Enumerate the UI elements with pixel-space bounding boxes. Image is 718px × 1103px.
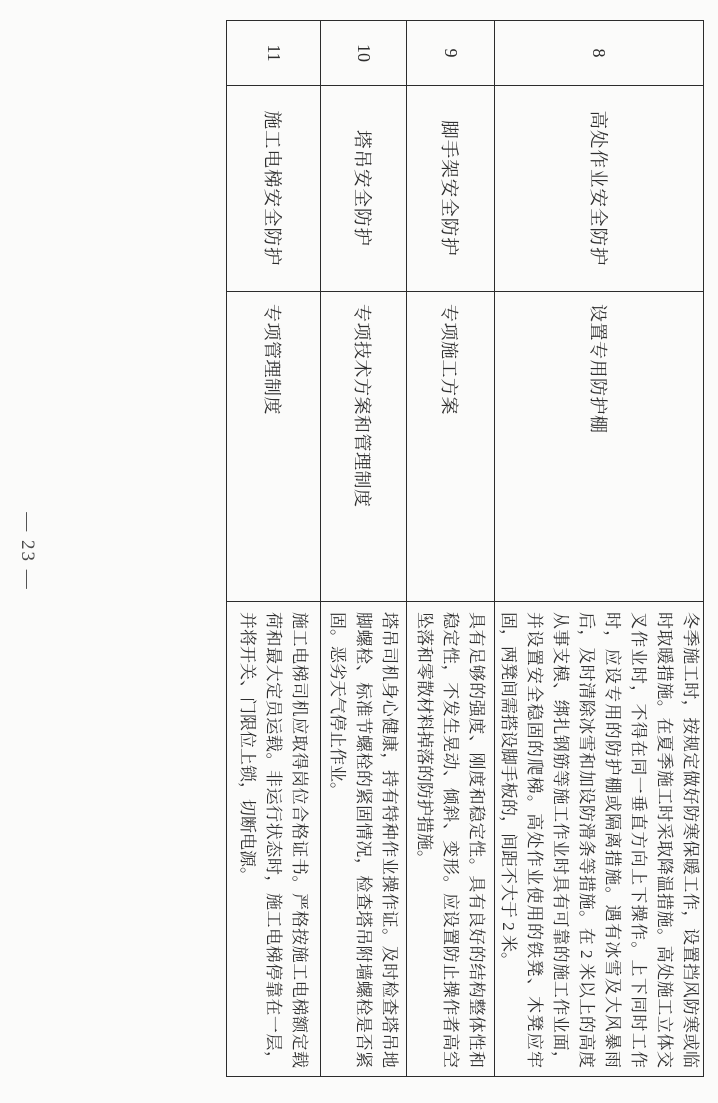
table-row-10-number-cell <box>320 21 406 86</box>
description-text: 冬季施工时，按规定做好防寒保暖工作，设置挡风防寒或临时取暖措施。在夏季施工时采取降温措施。高处施工立体交叉作业时，不得在同一垂直方向上下操作。上下同时工作时，应设专用的防护棚或隔离措施。遇有冰雪及大风暴雨后，及时清除冰雪和加设防滑条等措施。在 2 米以上的高度从事支模、绑扎钢筋等施工作业时具有可靠的施工作业面，并设置安全稳固的爬梯。高处作业使用的铁凳、木凳应牢固，两凳间需搭设脚手板的，间距不大于 2 米。 <box>499 612 700 1068</box>
row-number: 10 <box>354 44 374 62</box>
table-row-8-measure-cell <box>494 292 703 602</box>
table-row-10-description-cell <box>320 602 406 1076</box>
table-row-8-category-cell <box>494 86 703 292</box>
category-label: 施工电梯安全防护 <box>261 110 282 267</box>
table-row-10-measure-cell <box>320 292 406 602</box>
safety-measures-table <box>226 20 704 1077</box>
description-text: 塔吊司机身心健康，持有特种作业操作证。及时检查塔吊地脚螺栓、标准节螺栓的紧固情况，检查塔吊附墙螺栓是否紧固。恶劣天气停止作业。 <box>328 612 400 1068</box>
table-row-9-measure-cell <box>406 292 494 602</box>
row-number: 9 <box>441 48 461 58</box>
row-number: 11 <box>264 44 284 62</box>
row-number: 8 <box>589 48 610 58</box>
table-row-9-category-cell <box>406 86 494 292</box>
measure-label: 设置专用防护棚 <box>588 304 608 434</box>
category-label: 高处作业安全防护 <box>587 110 607 267</box>
table-row-11-number-cell <box>227 21 320 86</box>
table-row-10-category-cell <box>320 86 406 292</box>
description-text: 施工电梯司机应取得岗位合格证书。严格按施工电梯额定载荷和最大定员运载。非运行状态时，施工电梯停靠在一层，并将开关、门限位上锁，切断电源。 <box>238 612 310 1068</box>
table-row-9-number-cell <box>406 21 494 86</box>
measure-label: 专项管理制度 <box>262 304 283 415</box>
category-label: 塔吊安全防护 <box>351 129 372 247</box>
measure-label: 专项施工方案 <box>439 304 460 415</box>
table-row-9-description-cell <box>406 602 494 1076</box>
page-number: — 23 — <box>17 512 38 591</box>
table-row-8-description-cell <box>494 602 703 1076</box>
category-label: 脚手架安全防护 <box>438 120 459 257</box>
measure-label: 专项技术方案和管理制度 <box>352 304 373 508</box>
description-text: 具有足够的强度、刚度和稳定性。具有良好的结构整体性和稳定性，不发生晃动、倾斜、变形。应设置防止操作者高空坠落和零散材料掉落的防护措施。 <box>415 612 487 1068</box>
table-row-11-description-cell <box>227 602 320 1076</box>
table-row-8-number-cell <box>494 21 703 86</box>
table-row-11-measure-cell <box>227 292 320 602</box>
table-row-11-category-cell <box>227 86 320 292</box>
